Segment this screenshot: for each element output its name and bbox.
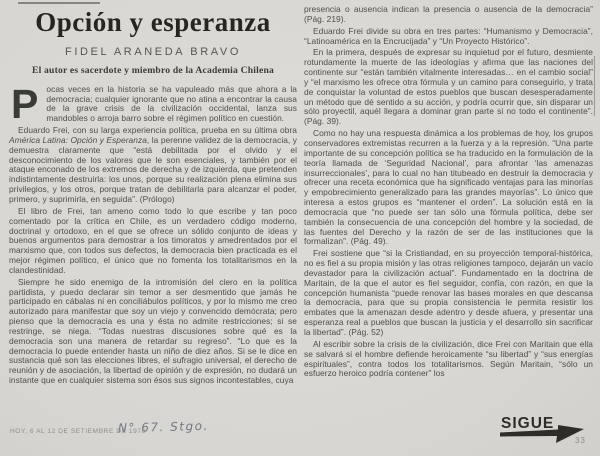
paragraph: Eduardo Frei divide su obra en tres partes: “Humanismo y Democracia”, “Latinoamérica en la Encrucijada” y “Un Proyecto Histórico”. — [304, 25, 593, 46]
left-column — [9, 0, 297, 388]
paragraph-text: , la perenne validez de la democracia, y demuestra claramente que “está debilitada por el olvido y el desconocimiento de los valores que le son esenciales, y también por el ataque enconado de los extremos de derecha y de izquierda, que pretenden indistintamente destruirla: los unos, porque su realización plena elimina sus privilegios, y los otros, porque tratan de debilitarla para alcanzar el poder, primero, y suprimirla, en seguida”. (Prólogo) — [9, 134, 297, 204]
sigue-label: SIGUE — [501, 415, 555, 432]
paragraph-text: ocas veces en la historia se ha vapuleado más que ahora a la democracia; cualquier ignorante que no atina a encontrar la causa de la grave crisis de la civilización occidental, lanza sus mandobles o arroja barro sobre el régimen político en cuestión. — [46, 83, 297, 124]
paragraph — [9, 80, 297, 127]
paragraph — [9, 126, 297, 205]
article-author: FIDEL ARANEDA BRAVO — [65, 46, 241, 58]
dropcap-letter: P — [11, 80, 39, 127]
page-number: 33 — [575, 436, 586, 445]
article-title: Opción y esperanza — [35, 7, 271, 37]
scan-artifact-edge — [594, 56, 595, 116]
right-column — [304, 5, 593, 381]
paragraph: Como no hay una respuesta dinámica a los problemas de hoy, los grupos conservadores extremistas recurren a la fuerza y a la represión. “Una parte importante de su concepción política se ha traducido en la formulación de la teoría llamada de ‘Seguridad Nacional’, para afrontar ‘las amenazas insurreccionales’, para lo cual no han titubeado en destruir la democracia y ofrecer una receta económica que ha significado ventajas para las minorías y empobrecimiento generalizado para las grandes mayorías”. Lo único que interesa a estos grupos es “mantener el orden”. La solución está en la democracia que “no puede ser tan sólo una fórmula política, debe ser también la consecuencia de una concepción del hombre y la sociedad, de las fuentes del Derecho y la razón de ser de las instituciones que la formalizan”. (Pág. 49). — [304, 128, 593, 247]
author-description: El autor es sacerdote y miembro de la Academia Chilena — [31, 64, 274, 76]
magazine-date-footer: HOY, 6 AL 12 DE SETIEMBRE DE 1978 — [10, 428, 146, 435]
paragraph: Siempre he sido enemigo de la intromisión del clero en la política partidista, y puedo declarar sin temor a ser desmentido que jamás he participado en cábalas ni en conciliábulos políticos, y por lo mismo me creo autorizado para manifestar que soy un viejo y convencido demócrata; pero pienso que la democracia es una y ésta no admite restricciones; si se restringe, se niega. “Todas nuestras discusiones sobre qué es la democracia son una manera de retardar su regreso”. “Lo que es la democracia lo puede entender hasta un niño de diez años. Si se le dice en sustancia qué son las elecciones libres, el sufragio universal, el derecho de reunión y de asociación, la libertad de opinión y de expresión, no dudará un instante que en cualquier sistema son ésos sus signos incontestables, cuya — [9, 276, 297, 386]
handwritten-archive-note: N° 67. Stgo. — [117, 418, 209, 436]
paragraph: En la primera, después de expresar su inquietud por el futuro, desmiente rotundamente la muerte de las ideologías y afirma que las naciones del continente sur “están también vitalmente interesadas… en el cambio social” y “el marxismo les ofrece otra fórmula y un camino para conseguirlo, y trata de conquistar la voluntad de estos pueblos que buscan desesperadamente un método que dé sentido a su acción, y podría ocurrir que, sin disparar un sólo proyectil, aquél llegara a dominar gran parte si no todo el continente”. (Pág. 39). — [304, 47, 593, 127]
paragraph: Al escribir sobre la crisis de la civilización, dice Frei con Maritain que ella se salvará si el hombre defiende heroicamente “su libertad” y “sus energías espirituales”, contra todos los totalitarismos. Según Maritain, “sólo un esfuerzo heroico podría contener” los — [304, 338, 593, 379]
book-title-italic: América Latina: Opción y Esperanza — [9, 134, 147, 145]
paragraph-text: Eduardo Frei, con su larga experiencia política, prueba en su última obra — [18, 125, 297, 136]
paragraph: presencia o ausencia indican la presencia o ausencia de la democracia” (Pág. 219). — [304, 4, 593, 24]
paragraph: El libro de Frei, tan ameno como todo lo que escribe y tan poco comentado por la crítica en Chile, es un verdadero código moderno, doctrinal y ortodoxo, en el que se ofrece un sólido conjunto de ideas y buenos argumentos para demostrar a los timoratos y amedrentados por el marxismo que, con todos sus defectos, la democracia bien practicada es el mejor régimen político, el único que no fomenta los totalitarismos en la clandestinidad. — [9, 205, 297, 275]
paragraph: Frei sostiene que “si la Cristiandad, en su proyección temporal-histórica, no es fiel a su propia misión y las otras religiones tampoco, dejarán un vacío devastador para la civilización actual”. Fundamentado en la doctrina de Maritain, de la que el autor es fiel seguidor, confía, con razón, en que la concepción humanista “puede renovar las bases morales en que descansa la democracia, para que su propia consistencia le permita resistir los embates que la amenazan desde adentro y desde afuera, y presentar una esperanza real a pueblos que buscan la justicia y el desarrollo sin sacrificar la libertad”. (Pág. 52) — [304, 248, 593, 337]
